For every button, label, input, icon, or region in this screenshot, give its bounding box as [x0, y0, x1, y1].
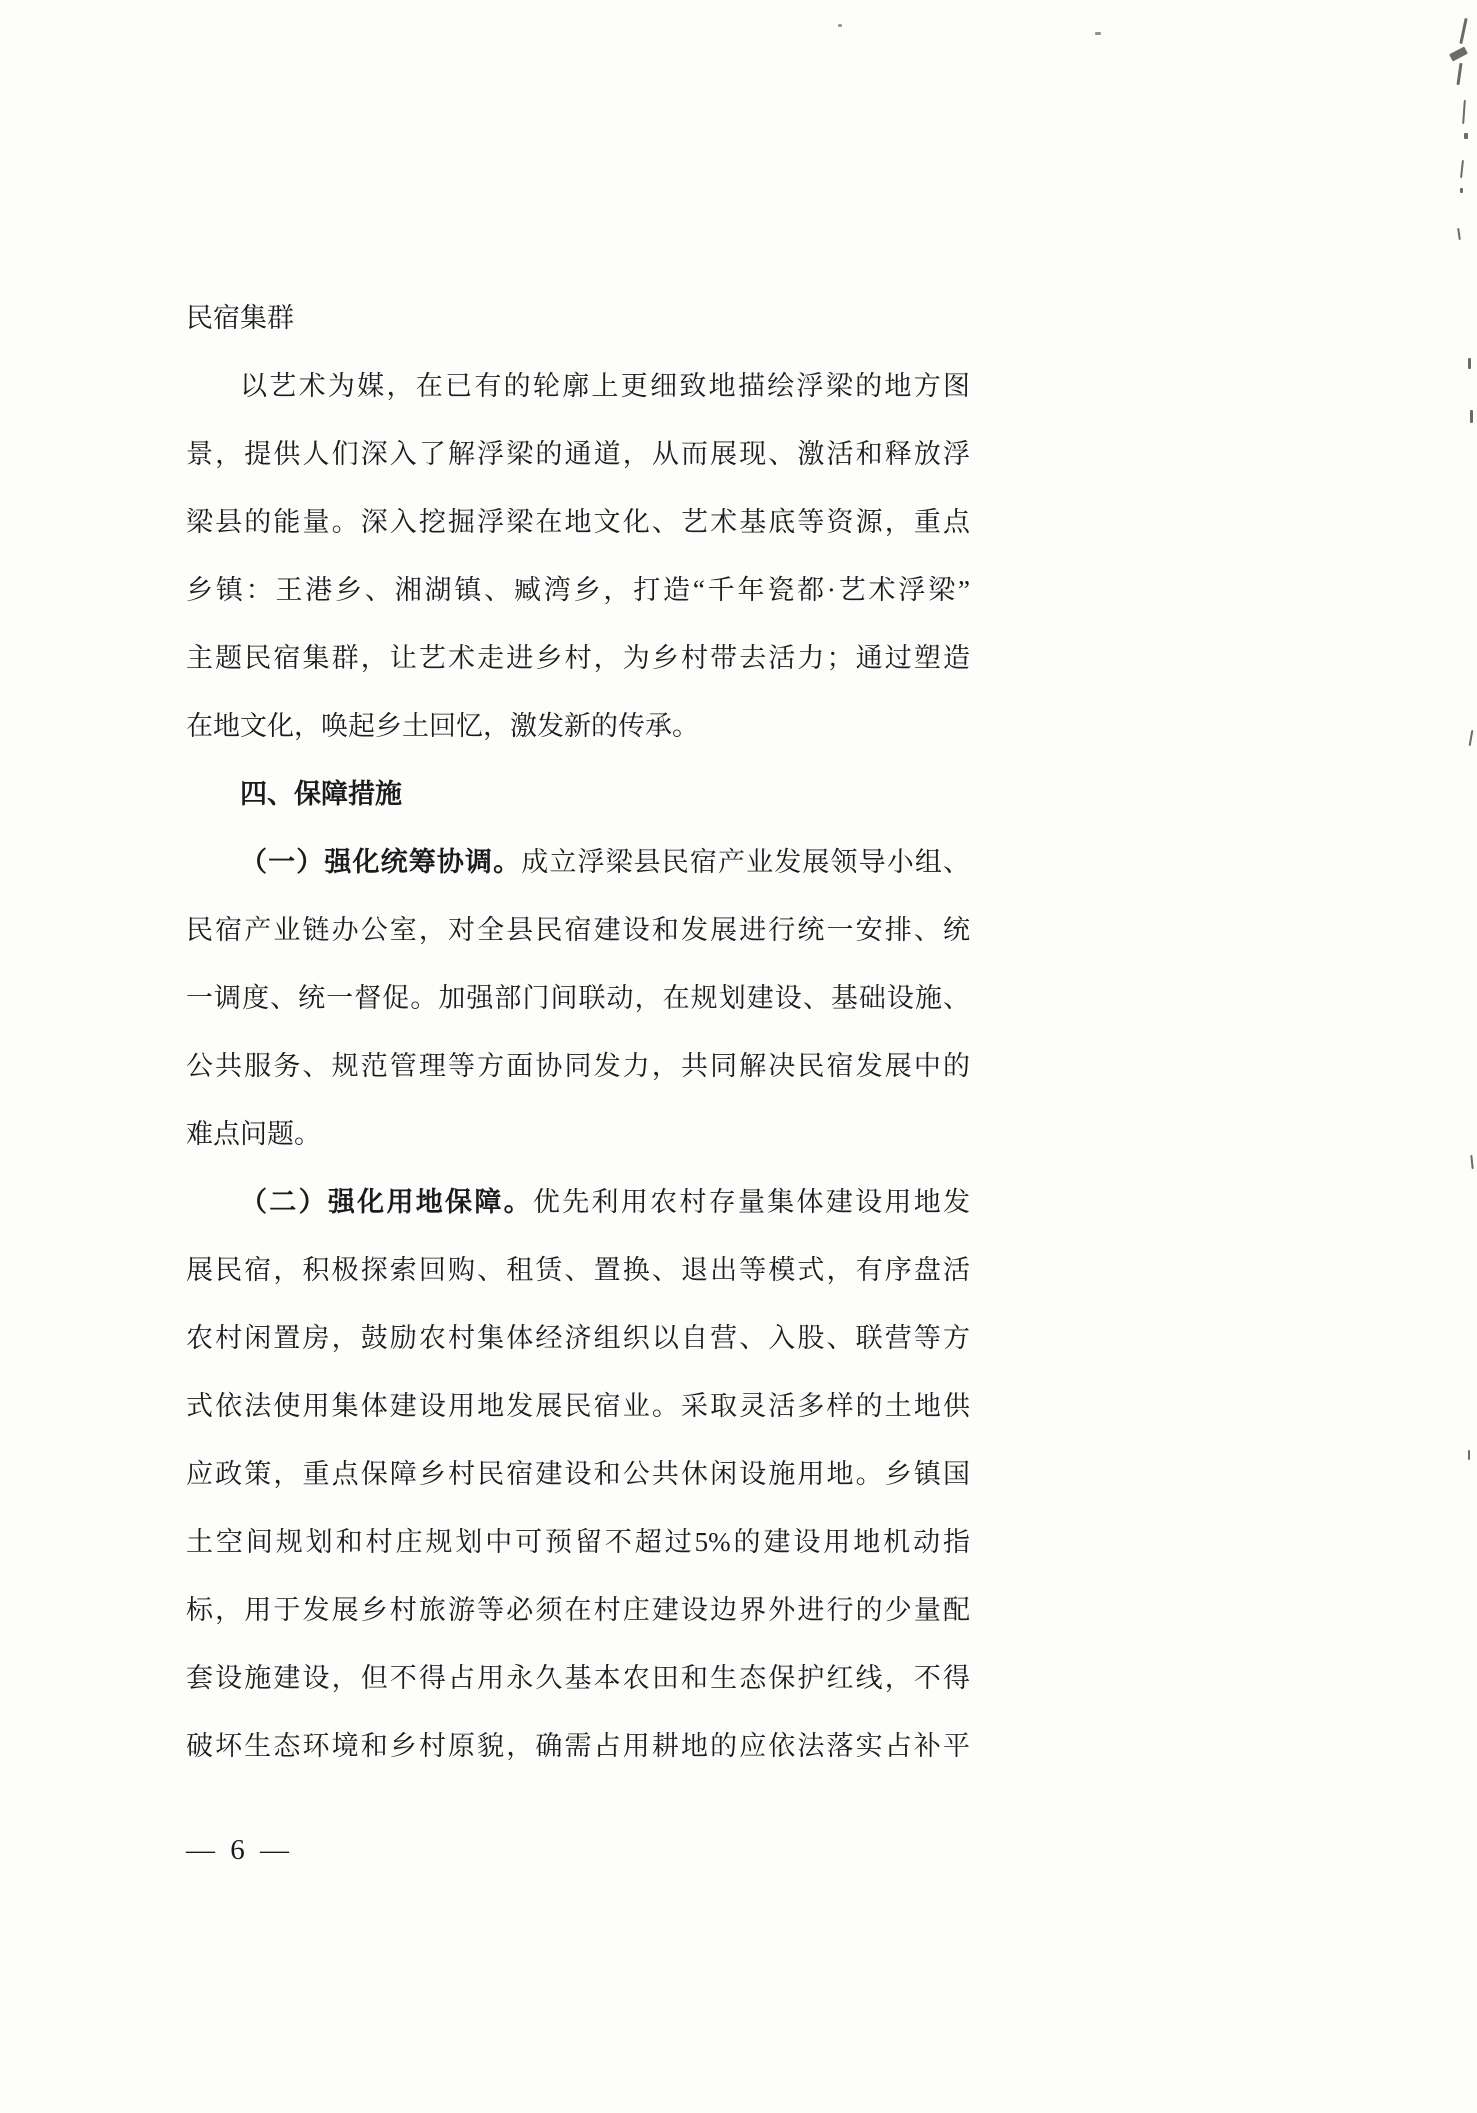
- line-text: 破坏生态环境和乡村原貌，确需占用耕地的应依法落实占补平: [186, 1731, 970, 1761]
- text-line: [186, 1712, 970, 1780]
- heading-text: 四、保障措施: [240, 779, 402, 809]
- text-line: [186, 692, 970, 760]
- text-line: [186, 1576, 970, 1644]
- text-line: [186, 1032, 970, 1100]
- text-line: [186, 1100, 970, 1168]
- line-bold-head: （二）强化用地保障。: [240, 1187, 533, 1217]
- line-text: 式依法使用集体建设用地发展民宿业。采取灵活多样的土地供: [186, 1391, 970, 1421]
- text-line: [186, 828, 970, 896]
- scan-artifact: [1470, 1155, 1473, 1169]
- line-text: 展民宿，积极探索回购、租赁、置换、退出等模式，有序盘活: [186, 1255, 970, 1285]
- line-text: 应政策，重点保障乡村民宿建设和公共休闲设施用地。乡镇国: [186, 1459, 970, 1489]
- text-line: [186, 964, 970, 1032]
- text-line: [186, 556, 970, 624]
- scan-artifact: [1468, 358, 1471, 369]
- line-text: 标，用于发展乡村旅游等必须在村庄建设边界外进行的少量配: [186, 1595, 970, 1625]
- scan-artifact: [1460, 188, 1463, 193]
- line-text: 土空间规划和村庄规划中可预留不超过5%的建设用地机动指: [186, 1527, 970, 1557]
- text-line: [186, 420, 970, 488]
- scan-artifact: [1464, 133, 1468, 139]
- line-text: 套设施建设，但不得占用永久基本农田和生态保护红线，不得: [186, 1663, 970, 1693]
- line-text: 农村闲置房，鼓励农村集体经济组织以自营、入股、联营等方: [186, 1323, 970, 1353]
- scan-artifact: [1459, 18, 1467, 44]
- scan-artifact: [1470, 410, 1473, 423]
- text-line: [186, 352, 970, 420]
- line-text: 梁县的能量。深入挖掘浮梁在地文化、艺术基底等资源，重点: [186, 507, 970, 537]
- scan-artifact: [1460, 160, 1464, 178]
- line-text: 乡镇：王港乡、湘湖镇、臧湾乡，打造“千年瓷都·艺术浮梁”: [186, 575, 970, 605]
- line-text: 民宿产业链办公室，对全县民宿建设和发展进行统一安排、统: [186, 915, 970, 945]
- text-line: [186, 1372, 970, 1440]
- scan-artifact: [1462, 100, 1466, 124]
- line-text: 一调度、统一督促。加强部门间联动，在规划建设、基础设施、: [186, 983, 970, 1013]
- scan-artifact: [1449, 46, 1468, 61]
- text-line: [186, 624, 970, 692]
- text-line: [186, 1644, 970, 1712]
- line-text: 公共服务、规范管理等方面协同发力，共同解决民宿发展中的: [186, 1051, 970, 1081]
- line-text: 在地文化，唤起乡土回忆，激发新的传承。: [186, 711, 699, 741]
- scan-artifact: [1469, 730, 1474, 746]
- text-line: [186, 284, 970, 352]
- section-heading: [186, 760, 970, 828]
- text-line: [186, 1236, 970, 1304]
- scan-artifact: [1095, 32, 1101, 35]
- page-number: — 6 —: [186, 1834, 293, 1866]
- text-line: [186, 488, 970, 556]
- scan-artifact: [1456, 63, 1462, 85]
- scan-artifact: [838, 24, 842, 27]
- line-text: 以艺术为媒，在已有的轮廓上更细致地描绘浮梁的地方图: [240, 371, 970, 401]
- text-line: [186, 1440, 970, 1508]
- line-text: 景，提供人们深入了解浮梁的通道，从而展现、激活和释放浮: [186, 439, 970, 469]
- scan-artifact: [1457, 228, 1461, 240]
- text-line: [186, 1168, 970, 1236]
- line-bold-head: （一）强化统筹协调。: [240, 847, 522, 877]
- text-line: [186, 1508, 970, 1576]
- line-text: 成立浮梁县民宿产业发展领导小组、: [521, 847, 971, 877]
- text-line: [186, 896, 970, 964]
- line-text: 主题民宿集群，让艺术走进乡村，为乡村带去活力；通过塑造: [186, 643, 970, 673]
- line-text: 优先利用农村存量集体建设用地发: [532, 1187, 971, 1217]
- scan-artifact: [1468, 1450, 1470, 1460]
- line-text: 难点问题。: [186, 1119, 321, 1149]
- text-line: [186, 1304, 970, 1372]
- document-body: [186, 284, 970, 1780]
- line-text: 民宿集群: [186, 303, 294, 333]
